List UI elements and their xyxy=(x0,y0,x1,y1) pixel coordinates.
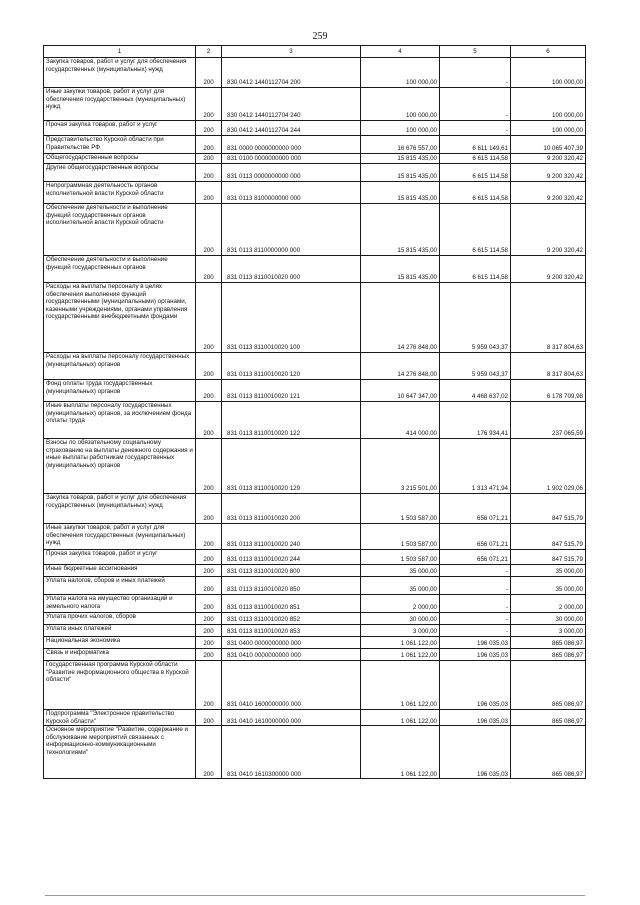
row-classification-code-cell: 830 0412 1440112704 240 xyxy=(222,88,361,121)
row-executed-amount-cell: 6 615 114,58 xyxy=(440,204,511,256)
row-code-cell: 200 xyxy=(196,613,222,625)
row-executed-amount-cell: 196 035,03 xyxy=(440,637,511,649)
row-approved-amount-cell: 2 000,00 xyxy=(361,595,440,613)
row-code-cell: 200 xyxy=(196,595,222,613)
row-approved-amount-cell: 1 061 122,00 xyxy=(361,637,440,649)
column-header-4: 4 xyxy=(361,46,440,58)
row-name-cell: Связь и информатика xyxy=(44,649,196,661)
row-code-cell: 200 xyxy=(196,625,222,637)
table-row xyxy=(44,625,586,637)
row-approved-amount-cell: 15 815 435,00 xyxy=(361,164,440,182)
row-code-cell: 200 xyxy=(196,164,222,182)
column-header-2: 2 xyxy=(196,46,222,58)
row-classification-code-cell: 831 0410 1610000000 000 xyxy=(222,710,361,726)
row-classification-code-cell: 831 0113 8110010020 122 xyxy=(222,402,361,439)
table-row xyxy=(44,154,586,164)
row-approved-amount-cell: 16 676 557,00 xyxy=(361,136,440,154)
row-executed-amount-cell: 656 071,21 xyxy=(440,550,511,565)
table-row xyxy=(44,550,586,565)
table-row xyxy=(44,256,586,283)
row-classification-code-cell: 831 0113 8110010020 800 xyxy=(222,565,361,577)
row-executed-amount-cell: - xyxy=(440,577,511,595)
column-header-6: 6 xyxy=(511,46,586,58)
row-unexecuted-amount-cell: 3 000,00 xyxy=(511,625,586,637)
row-code-cell: 200 xyxy=(196,710,222,726)
column-header-5: 5 xyxy=(440,46,511,58)
table-row xyxy=(44,661,586,710)
table-row xyxy=(44,88,586,121)
row-approved-amount-cell: 15 815 435,00 xyxy=(361,154,440,164)
row-approved-amount-cell: 100 000,00 xyxy=(361,121,440,136)
row-executed-amount-cell: 5 959 043,37 xyxy=(440,353,511,380)
row-executed-amount-cell: 196 035,03 xyxy=(440,726,511,779)
row-code-cell: 200 xyxy=(196,88,222,121)
table-row xyxy=(44,283,586,353)
table-row xyxy=(44,577,586,595)
row-classification-code-cell: 830 0412 1440112704 200 xyxy=(222,58,361,88)
row-executed-amount-cell: 176 934,41 xyxy=(440,402,511,439)
table-row xyxy=(44,204,586,256)
row-executed-amount-cell: 5 959 043,37 xyxy=(440,283,511,353)
row-classification-code-cell: 831 0113 8110010020 121 xyxy=(222,380,361,402)
row-unexecuted-amount-cell: 10 065 407,39 xyxy=(511,136,586,154)
row-classification-code-cell: 831 0100 0000000000 000 xyxy=(222,154,361,164)
row-classification-code-cell: 831 0410 1600000000 000 xyxy=(222,661,361,710)
row-unexecuted-amount-cell: 1 902 029,06 xyxy=(511,439,586,494)
row-name-cell: Иные закупки товаров, работ и услуг для обеспечения государственных (муниципальных) нужд xyxy=(44,88,196,121)
table-row xyxy=(44,710,586,726)
row-code-cell: 200 xyxy=(196,204,222,256)
row-executed-amount-cell: - xyxy=(440,58,511,88)
row-code-cell: 200 xyxy=(196,283,222,353)
row-name-cell: Уплата прочих налогов, сборов xyxy=(44,613,196,625)
row-code-cell: 200 xyxy=(196,726,222,779)
row-unexecuted-amount-cell: 237 065,59 xyxy=(511,402,586,439)
row-name-cell: Уплата иных платежей xyxy=(44,625,196,637)
row-unexecuted-amount-cell: 9 200 320,42 xyxy=(511,256,586,283)
row-code-cell: 200 xyxy=(196,154,222,164)
row-classification-code-cell: 831 0400 0000000000 000 xyxy=(222,637,361,649)
row-code-cell: 200 xyxy=(196,256,222,283)
row-executed-amount-cell: 6 615 114,58 xyxy=(440,154,511,164)
row-code-cell: 200 xyxy=(196,661,222,710)
row-classification-code-cell: 830 0412 1440112704 244 xyxy=(222,121,361,136)
row-executed-amount-cell: 4 468 637,02 xyxy=(440,380,511,402)
row-name-cell: Национальная экономика xyxy=(44,637,196,649)
row-classification-code-cell: 831 0113 0000000000 000 xyxy=(222,164,361,182)
row-executed-amount-cell: 1 313 471,94 xyxy=(440,439,511,494)
row-name-cell: Расходы на выплаты персоналу в целях обеспечения выполнения функций государственными (муниципальными) органами, казенными учреждениями, органами управления государственными внебюджетными фондами xyxy=(44,283,196,353)
row-name-cell: Основное мероприятие "Развитие, содержание и обслуживание мероприятий связанных с информационно-коммуникационными технологиями" xyxy=(44,726,196,779)
table-row xyxy=(44,494,586,524)
row-executed-amount-cell: - xyxy=(440,88,511,121)
table-row xyxy=(44,649,586,661)
table-row xyxy=(44,164,586,182)
row-name-cell: Уплата налога на имущество организаций и земельного налога xyxy=(44,595,196,613)
row-approved-amount-cell: 30 000,00 xyxy=(361,613,440,625)
column-header-1: 1 xyxy=(44,46,196,58)
row-executed-amount-cell: 196 035,03 xyxy=(440,710,511,726)
row-approved-amount-cell: 100 000,00 xyxy=(361,58,440,88)
row-approved-amount-cell: 15 815 435,00 xyxy=(361,256,440,283)
row-executed-amount-cell: - xyxy=(440,625,511,637)
table-row xyxy=(44,565,586,577)
row-name-cell: Прочая закупка товаров, работ и услуг xyxy=(44,550,196,565)
row-unexecuted-amount-cell: 8 317 804,63 xyxy=(511,353,586,380)
row-unexecuted-amount-cell: 9 200 320,42 xyxy=(511,164,586,182)
row-approved-amount-cell: 1 061 122,00 xyxy=(361,649,440,661)
row-executed-amount-cell: - xyxy=(440,565,511,577)
row-name-cell: Государственная программа Курской области "Развитие информационного общества в Курской области" xyxy=(44,661,196,710)
row-unexecuted-amount-cell: 35 000,00 xyxy=(511,577,586,595)
row-executed-amount-cell: 196 035,03 xyxy=(440,649,511,661)
row-approved-amount-cell: 1 503 587,00 xyxy=(361,524,440,550)
row-executed-amount-cell: 656 071,21 xyxy=(440,524,511,550)
row-approved-amount-cell: 1 503 587,00 xyxy=(361,550,440,565)
row-unexecuted-amount-cell: 30 000,00 xyxy=(511,613,586,625)
row-unexecuted-amount-cell: 847 515,79 xyxy=(511,494,586,524)
row-classification-code-cell: 831 0113 8110010020 852 xyxy=(222,613,361,625)
table-header-row xyxy=(44,46,586,58)
row-executed-amount-cell: - xyxy=(440,121,511,136)
row-code-cell: 200 xyxy=(196,524,222,550)
row-name-cell: Взносы по обязательному социальному страхованию на выплаты денежного содержания и иные выплаты работникам государственных (муниципальных) органов xyxy=(44,439,196,494)
row-name-cell: Обеспечение деятельности и выполнение функций государственных органов исполнительной власти Курской области xyxy=(44,204,196,256)
row-code-cell: 200 xyxy=(196,565,222,577)
row-approved-amount-cell: 3 215 501,00 xyxy=(361,439,440,494)
row-name-cell: Непрограммная деятельность органов исполнительной власти Курской области xyxy=(44,182,196,204)
row-code-cell: 200 xyxy=(196,439,222,494)
row-classification-code-cell: 831 0113 8110010020 240 xyxy=(222,524,361,550)
row-classification-code-cell: 831 0113 8110010020 120 xyxy=(222,353,361,380)
row-classification-code-cell: 831 0410 0000000000 000 xyxy=(222,649,361,661)
row-classification-code-cell: 831 0113 8110010020 100 xyxy=(222,283,361,353)
row-code-cell: 200 xyxy=(196,550,222,565)
row-name-cell: Закупка товаров, работ и услуг для обеспечения государственных (муниципальных) нужд xyxy=(44,58,196,88)
table-row xyxy=(44,182,586,204)
row-approved-amount-cell: 10 647 347,00 xyxy=(361,380,440,402)
row-approved-amount-cell: 1 061 122,00 xyxy=(361,661,440,710)
row-code-cell: 200 xyxy=(196,637,222,649)
row-approved-amount-cell: 3 000,00 xyxy=(361,625,440,637)
row-classification-code-cell: 831 0113 8110010020 850 xyxy=(222,577,361,595)
row-approved-amount-cell: 14 276 848,00 xyxy=(361,283,440,353)
row-executed-amount-cell: 196 035,03 xyxy=(440,661,511,710)
row-name-cell: Уплата налогов, сборов и иных платежей xyxy=(44,577,196,595)
row-unexecuted-amount-cell: 847 515,79 xyxy=(511,550,586,565)
row-unexecuted-amount-cell: 100 000,00 xyxy=(511,88,586,121)
row-name-cell: Фонд оплаты труда государственных (муниципальных) органов xyxy=(44,380,196,402)
row-code-cell: 200 xyxy=(196,649,222,661)
row-unexecuted-amount-cell: 9 200 320,42 xyxy=(511,204,586,256)
row-executed-amount-cell: 656 071,21 xyxy=(440,494,511,524)
row-approved-amount-cell: 15 815 435,00 xyxy=(361,182,440,204)
row-executed-amount-cell: - xyxy=(440,595,511,613)
table-row xyxy=(44,58,586,88)
table-row xyxy=(44,439,586,494)
table-row xyxy=(44,637,586,649)
row-approved-amount-cell: 1 503 587,00 xyxy=(361,494,440,524)
row-code-cell: 200 xyxy=(196,577,222,595)
row-executed-amount-cell: 6 615 114,58 xyxy=(440,164,511,182)
row-name-cell: Прочая закупка товаров, работ и услуг xyxy=(44,121,196,136)
budget-table xyxy=(43,45,586,779)
row-classification-code-cell: 831 0113 8110010020 200 xyxy=(222,494,361,524)
row-approved-amount-cell: 15 815 435,00 xyxy=(361,204,440,256)
row-unexecuted-amount-cell: 865 086,97 xyxy=(511,710,586,726)
row-name-cell: Представительство Курской области при Правительстве РФ xyxy=(44,136,196,154)
row-classification-code-cell: 831 0113 8110010020 851 xyxy=(222,595,361,613)
row-classification-code-cell: 831 0113 8110010020 853 xyxy=(222,625,361,637)
row-unexecuted-amount-cell: 865 086,97 xyxy=(511,649,586,661)
table-row xyxy=(44,380,586,402)
row-unexecuted-amount-cell: 8 317 804,63 xyxy=(511,283,586,353)
row-classification-code-cell: 831 0113 8110010020 000 xyxy=(222,256,361,283)
row-code-cell: 200 xyxy=(196,353,222,380)
page-number: 259 xyxy=(312,31,328,42)
row-classification-code-cell: 831 0113 8100000000 000 xyxy=(222,182,361,204)
row-name-cell: Закупка товаров, работ и услуг для обеспечения государственных (муниципальных) нужд xyxy=(44,494,196,524)
row-executed-amount-cell: 6 615 114,58 xyxy=(440,182,511,204)
row-unexecuted-amount-cell: 2 000,00 xyxy=(511,595,586,613)
row-unexecuted-amount-cell: 6 178 709,98 xyxy=(511,380,586,402)
row-executed-amount-cell: 6 611 149,61 xyxy=(440,136,511,154)
row-code-cell: 200 xyxy=(196,402,222,439)
table-row xyxy=(44,726,586,779)
row-unexecuted-amount-cell: 9 200 320,42 xyxy=(511,182,586,204)
footer-rule xyxy=(45,895,585,896)
row-code-cell: 200 xyxy=(196,121,222,136)
table-row xyxy=(44,402,586,439)
row-approved-amount-cell: 35 000,00 xyxy=(361,565,440,577)
row-unexecuted-amount-cell: 865 086,97 xyxy=(511,726,586,779)
row-unexecuted-amount-cell: 865 086,97 xyxy=(511,637,586,649)
row-unexecuted-amount-cell: 9 200 320,42 xyxy=(511,154,586,164)
row-name-cell: Расходы на выплаты персоналу государственных (муниципальных) органов xyxy=(44,353,196,380)
row-code-cell: 200 xyxy=(196,136,222,154)
row-approved-amount-cell: 100 000,00 xyxy=(361,88,440,121)
row-classification-code-cell: 831 0113 8110010020 244 xyxy=(222,550,361,565)
row-name-cell: Иные закупки товаров, работ и услуг для обеспечения государственных (муниципальных) нужд xyxy=(44,524,196,550)
row-name-cell: Иные выплаты персоналу государственных (муниципальных) органов, за исключением фонда оплаты труда xyxy=(44,402,196,439)
row-unexecuted-amount-cell: 847 515,79 xyxy=(511,524,586,550)
row-classification-code-cell: 831 0113 8110000000 000 xyxy=(222,204,361,256)
row-name-cell: Другие общегосударственные вопросы xyxy=(44,164,196,182)
row-approved-amount-cell: 1 061 122,00 xyxy=(361,710,440,726)
row-classification-code-cell: 831 0000 0000000000 000 xyxy=(222,136,361,154)
row-approved-amount-cell: 35 000,00 xyxy=(361,577,440,595)
row-approved-amount-cell: 1 061 122,00 xyxy=(361,726,440,779)
column-header-3: 3 xyxy=(222,46,361,58)
table-row xyxy=(44,524,586,550)
row-unexecuted-amount-cell: 35 000,00 xyxy=(511,565,586,577)
row-name-cell: Обеспечение деятельности и выполнение функций государственных органов xyxy=(44,256,196,283)
table-row xyxy=(44,353,586,380)
table-row xyxy=(44,613,586,625)
row-executed-amount-cell: - xyxy=(440,613,511,625)
row-name-cell: Общегосударственные вопросы xyxy=(44,154,196,164)
row-approved-amount-cell: 14 276 848,00 xyxy=(361,353,440,380)
row-code-cell: 200 xyxy=(196,494,222,524)
row-unexecuted-amount-cell: 100 000,00 xyxy=(511,121,586,136)
row-code-cell: 200 xyxy=(196,58,222,88)
table-body xyxy=(44,58,586,779)
row-unexecuted-amount-cell: 865 086,97 xyxy=(511,661,586,710)
row-unexecuted-amount-cell: 100 000,00 xyxy=(511,58,586,88)
table-row xyxy=(44,121,586,136)
row-code-cell: 200 xyxy=(196,380,222,402)
row-approved-amount-cell: 414 000,00 xyxy=(361,402,440,439)
row-classification-code-cell: 831 0113 8110010020 129 xyxy=(222,439,361,494)
row-name-cell: Подпрограмма "Электронное правительство Курской области" xyxy=(44,710,196,726)
table-row xyxy=(44,595,586,613)
row-code-cell: 200 xyxy=(196,182,222,204)
row-name-cell: Иные бюджетные ассигнования xyxy=(44,565,196,577)
table-row xyxy=(44,136,586,154)
row-classification-code-cell: 831 0410 1610300000 000 xyxy=(222,726,361,779)
row-executed-amount-cell: 6 615 114,58 xyxy=(440,256,511,283)
